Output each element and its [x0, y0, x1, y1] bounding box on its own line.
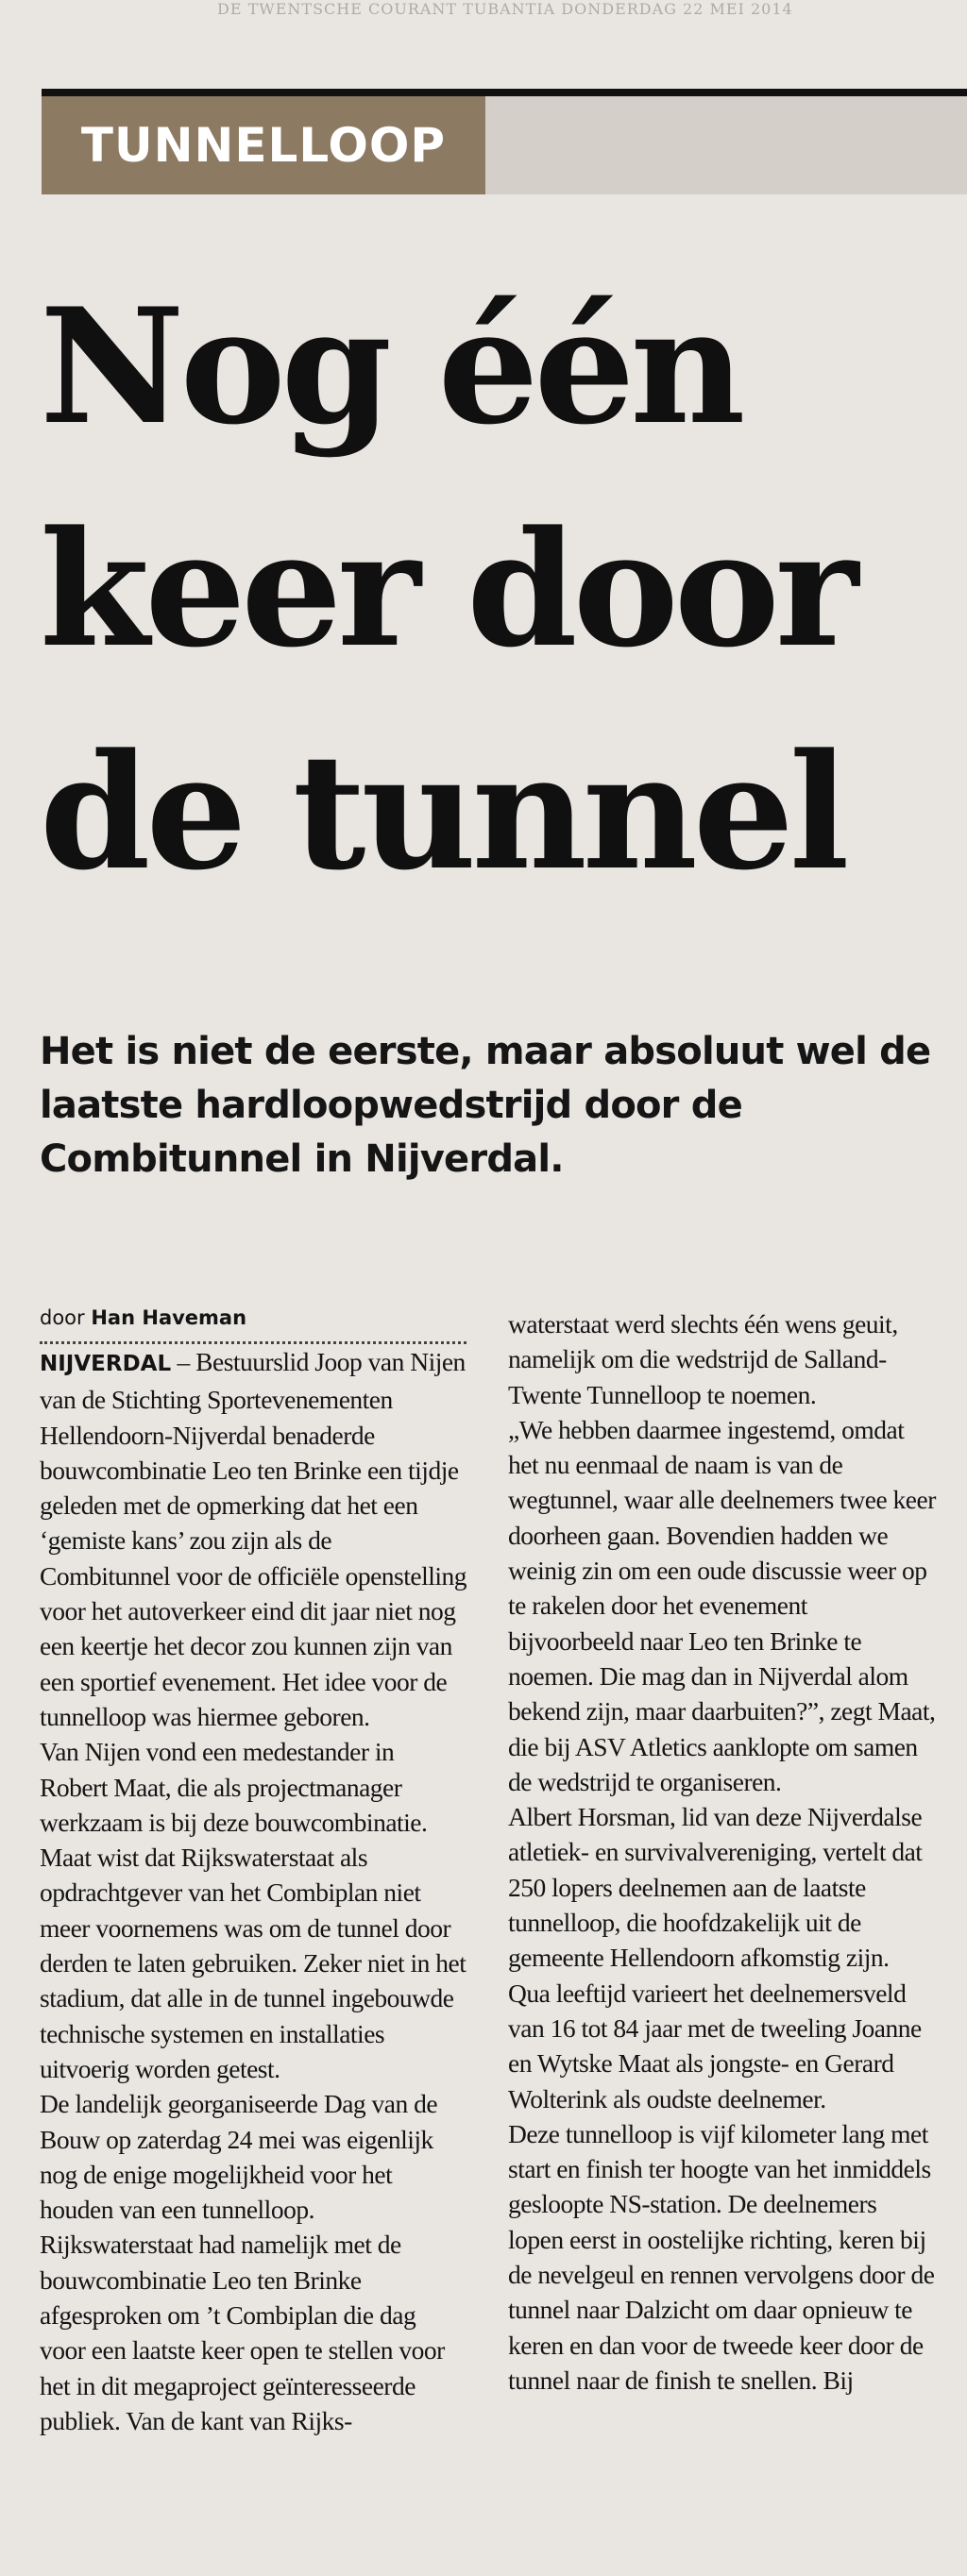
- article-paragraph: Van Nijen vond een medestander in Robert Maat, die als projectmanager werkzaam is bij deze bouwcombinatie. Maat wist dat Rijkswaterstaat als opdrachtgever van het Combiplan niet meer voornemens was om de tunnel door derden te laten gebruiken. Zeker niet in het stadium, dat alle in de tunnel ingebouwde technische systemen en installaties uitvoerig worden getest.: [40, 1737, 467, 2083]
- article-paragraph: NIJVERDAL – Bestuurslid Joop van Nijen van de Stichting Sportevenementen Hellendoorn-Nijverdal benaderde bouwcombinatie Leo ten Brinke een tijdje geleden met de opmerking dat het een ‘gemiste kans’ zou zijn als de Combitunnel voor de officiële openstelling voor het autoverkeer eind dit jaar niet nog een keertje het decor zou kunnen zijn van een sportief evenement. Het idee voor de tunnelloop was hiermee geboren.: [40, 1347, 467, 1731]
- dateline: NIJVERDAL: [40, 1352, 172, 1376]
- headline-line-3: de tunnel: [40, 718, 845, 905]
- intro-paragraph: Het is niet de eerste, maar absoluut wel de laatste hardloopwedstrijd door de Combitunnel in Nijverdal.: [40, 1030, 931, 1181]
- headline-line-1: Nog één: [40, 273, 741, 460]
- kicker-band: [485, 96, 967, 194]
- article-paragraph: Albert Horsman, lid van deze Nijverdalse atletiek- en survivalvereniging, vertelt dat 250 lopers deelnemen aan de laatste tunnelloop, die hoofdzakelijk uit de gemeente Hellendoorn afkomstig zijn. Qua leeftijd varieert het deelnemersveld van 16 tot 84 jaar met de tweeling Joanne en Wytske Maat als jongste- en Gerard Wolterink als oudste deelnemer.: [508, 1802, 923, 2113]
- byline-prefix: door: [40, 1306, 85, 1329]
- article-paragraph: „We hebben daarmee ingestemd, omdat het nu eenmaal de naam is van de wegtunnel, waar alle deelnemers twee keer doorheen gaan. Bovendien hadden we weinig zin om een oude discussie weer op te rakelen door het evenement bijvoorbeeld naar Leo ten Brinke te noemen. Die mag dan in Nijverdal alom bekend zijn, maar daarbuiten?”, zegt Maat, die bij ASV Atletics aanklopte om samen de wedstrijd te organiseren.: [508, 1414, 936, 1796]
- article-paragraph: De landelijk georganiseerde Dag van de Bouw op zaterdag 24 mei was eigenlijk nog de enige mogelijkheid voor het houden van een tunnelloop. Rijkswaterstaat had namelijk met de bouwcombinatie Leo ten Brinke afgesproken om ’t Combiplan die dag voor een laatste keer open te stellen voor het in dit megaproject geïnteresseerde publiek. Van de kant van Rijks-: [40, 2089, 445, 2435]
- headline: [40, 255, 965, 923]
- top-rule: [42, 89, 967, 96]
- byline-author: Han Haveman: [91, 1306, 247, 1329]
- headline-line-2: keer door: [40, 496, 855, 682]
- article-paragraph: waterstaat werd slechts één wens geuit, namelijk om die wedstrijd de Salland-Twente Tunnelloop te noemen.: [508, 1309, 898, 1409]
- article-paragraph: Deze tunnelloop is vijf kilometer lang met start en finish ter hoogte van het inmiddels gesloopte NS-station. De deelnemers lopen eerst in oostelijke richting, keren bij de nevelgeul en rennen vervolgens door de tunnel naar Dalzicht om daar opnieuw te keren en dan voor de tweede keer door de tunnel naar de finish te snellen. Bij: [508, 2118, 935, 2395]
- article-column-right: [508, 1306, 937, 2398]
- section-kicker: TUNNELLOOP: [42, 96, 485, 194]
- article-column-left: [40, 1344, 467, 2438]
- byline: [40, 1306, 246, 1329]
- page-header: DE TWENTSCHE COURANT TUBANTIA DONDERDAG 22 MEI 2014: [217, 0, 793, 18]
